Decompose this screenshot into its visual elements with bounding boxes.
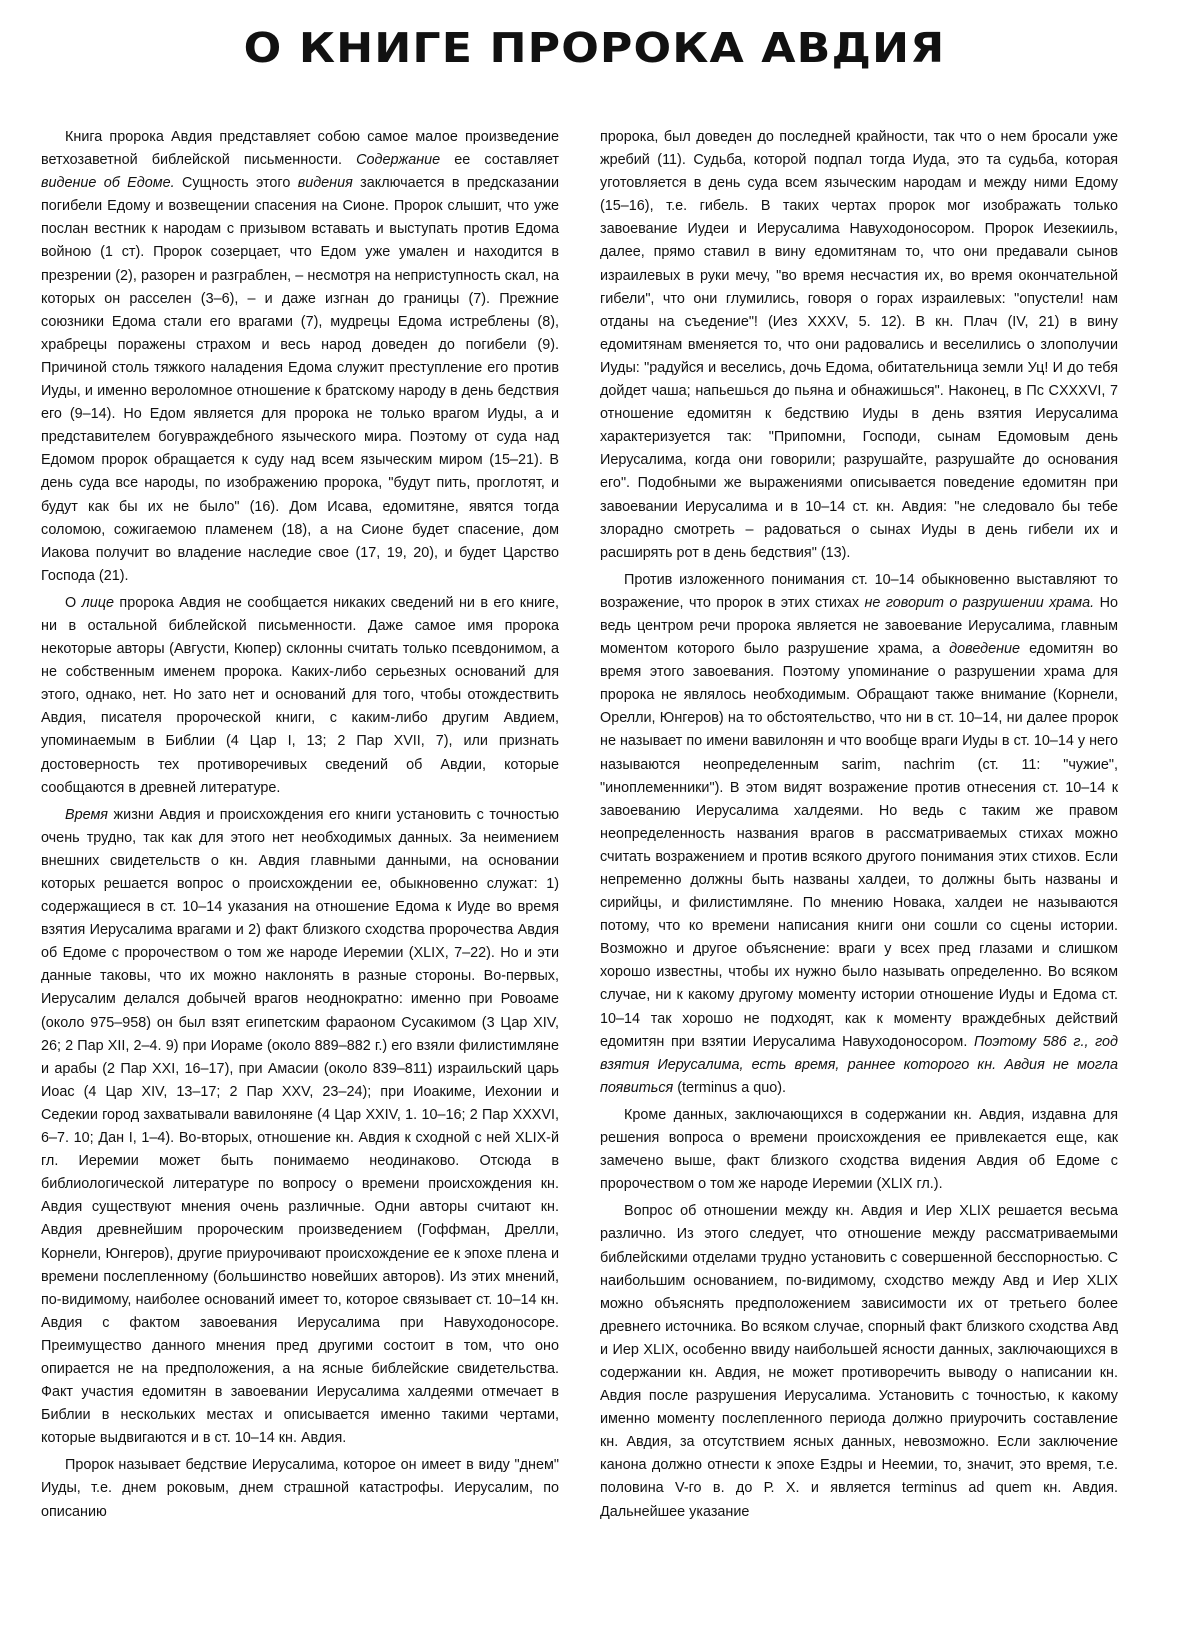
text-run: жизни Авдия и происхождения его книги установить с точностью очень трудно, так как для этого нет необходимых данных. За неимением внешних свидетельств о кн. Авдия главными данными, на основании которых решается вопрос о происхождении ее, обыкновенно служат: 1) содержащиеся в ст. 10–14 указания на отношение Едома к Иуде во время взятия Иерусалима врагами и 2) факт близкого сходства пророчества Авдия об Едоме с пророчеством о том же народе Иеремии (XLIX, 7–22). Но и эти данные таковы, что их можно наклонять в разные стороны. Во-первых, Иерусалим делался добычей врагов неоднократно: именно при Ровоаме (около 975–958) он был взят египетским фараоном Сусакимом (3 Цар XIV, 26; 2 Пар XII, 2–4. 9) при Иораме (около 889–882 г.) его взяли филистимляне и арабы (2 Пар XXI, 16–17), при Амасии (около 839–811) израильский царь Иоас (4 Цар XIV, 13–17; 2 Пар XXV, 23–24); при Иоакиме, Иехонии и Седекии город захватывали вавилоняне (4 Цар XXIV, 1. 10–16; 2 Пар XXXVI, 6–7. 10; Дан I, 1–4). Во-вторых, отношение кн. Авдия к сходной с ней XLIX-й гл. Иеремии может быть понимаемо неодинаково. Отсюда в библиологической литературе по вопросу о времени происхождения кн. Авдия существуют мнения очень различные. Одни авторы считают кн. Авдия древнейшим пророческим произведением (Гоффман, Дрелли, Корнели, Юнгеров), другие приурочивают происхождение ее к эпохе плена и времени послепленному (большинство новейших авторов). Из этих мнений, по-видимому, наиболее оснований имеет то, которое связывает ст. 10–14 кн. Авдия с фактом завоевания Иерусалима при Навуходоносоре. Преимущество данного мнения пред другими состоит в том, что оно опирается не на предположения, а на ясные библейские свидетельства. Факт участия едомитян в завоевании Иерусалима халдеями отмечает в Библии в нескольких местах и описывается именно такими чертами, которые выдвигаются и в ст. 10–14 кн. Авдия. xyxy=(41,806,559,1447)
text-run: Книга пророка Авдия представляет собою самое малое произведение ветхозаветной библейской письменности. xyxy=(41,129,559,169)
italic-text: доведение xyxy=(949,641,1021,658)
paragraph xyxy=(600,1104,1118,1196)
text-run: Вопрос об отношении между кн. Авдия и Иер XLIX решается весьма различно. Из этого следует, что отношение между рассматриваемыми библейскими отделами трудно установить с совершенной бесспорностью. С наибольшим основанием, по-видимому, сходство между Авд и Иер XLIX можно объяснять предположением зависимости их от третьего более древнего источника. Во всяком случае, спорный факт близкого сходства Авд и Иер XLIX, особенно ввиду наибольшей ясности данных, заключающихся в содержании кн. Авдия, не может противоречить выводу о написании кн. Авдия после разрушения Иерусалима. Установить с точностью, к какому именно моменту послепленного периода должно приурочить составление кн. Авдия, за отсутствием ясных данных, невозможно. Если заключение канона должно отнести к эпохе Ездры и Неемии, то, значит, это время, т.е. половина V-го в. до Р. Х. и является terminus ad quem кн. Авдия. Дальнейшее указание xyxy=(600,1203,1118,1520)
text-run: пророка Авдия не сообщается никаких сведений ни в его книге, ни в остальной библейской письменности. Даже самое имя пророка некоторые авторы (Августи, Кюпер) склонны считать только псевдонимом, а не собственным именем пророка. Каких-либо серьезных оснований для этого, однако, нет. Но зато нет и оснований для того, чтобы отождествить Авдия, писателя пророческой книги, с каким-либо другим Авдием, упоминаемым в Библии (4 Цар I, 13; 2 Пар XVII, 7), или признать достоверность тех противоречивых сведений об Авдии, которые сообщаются в древней литературе. xyxy=(41,594,559,796)
italic-text: видения xyxy=(297,175,353,192)
italic-text: Время xyxy=(65,806,108,823)
text-run: Сущность этого xyxy=(174,175,298,192)
italic-text: лице xyxy=(81,594,114,611)
paragraph xyxy=(600,1200,1118,1523)
text-run: (terminus a quo). xyxy=(673,1079,787,1096)
paragraph xyxy=(41,804,559,1451)
italic-text: Содержание xyxy=(356,152,441,169)
italic-text: видение об Едоме. xyxy=(41,175,175,192)
paragraph xyxy=(41,592,559,800)
paragraph xyxy=(41,1454,559,1523)
italic-text: Поэтому 586 г., год взятия Иерусалима, есть время, раннее которого кн. Авдия не могла появиться xyxy=(600,1033,1118,1096)
text-run: едомитян во время этого завоевания. Поэтому упоминание о разрушении храма для пророка не являлось необходимым. Обращают также внимание (Корнели, Орелли, Юнгеров) на то обстоятельство, что ни в ст. 10–14, ни далее пророк не называет по имени вавилонян и что вообще враги Иуды в ст. 10–14 у него называются неопределенным sarim, nachrim (ст. 11: "чужие", "иноплеменники"). В этом видят возражение против отнесения ст. 10–14 к завоеванию Иерусалима халдеями. Но ведь с таким же правом неопределенность названия врагов в рассматриваемых стихах можно считать возражением и против всякого другого понимания этих стихов. Если непременно должны быть названы халдеи, то должны быть названы и сирийцы, и филистимляне. По мнению Новака, халдеи не называются потому, что ко времени написания книги они сошли со сцены истории. Возможно и другое объяснение: враги у всех пред глазами и слишком хорошо известны, чтобы их нужно было называть определенно. Во всяком случае, ни к какому другому моменту истории отношение Иуды и Едома ст. 10–14 так хорошо не подходят, как к моменту враждебных действий едомитян при взятии Иерусалима Навуходоносором. xyxy=(600,641,1119,1050)
paragraph xyxy=(600,569,1118,1100)
text-run: ее составляет xyxy=(440,152,559,169)
text-run: пророка, был доведен до последней крайности, так что о нем бросали уже жребий (11). Судьба, которой подпал тогда Иуда, это та судьба, которая уготовляется в день суда всем языческим народам и между ними Едому (15–16), т.е. гибель. В таких чертах пророк мог изображать только завоевание Иудеи и Иерусалима Навуходоносором. Пророк Иезекииль, далее, прямо ставил в вину едомитянам то, что они предавали сынов израилевых в руки мечу, "во время несчастия их, во время окончательной гибели", что они глумились, говоря о горах израилевых: "опустели! нам отданы на съедение"! (Иез XXXV, 5. 12). В кн. Плач (IV, 21) в вину едомитянам вменяется то, что они радовались и веселились о злополучии Иуды: "радуйся и веселись, дочь Едома, обитательница земли Уц! И до тебя дойдет чаша; напьешься до пьяна и обнажишься". Наконец, в Пс CXXXVI, 7 отношение едомитян к бедствию Иуды в день взятия Иерусалима характеризуется так: "Припомни, Господи, сынам Едомовым день Иерусалима, когда они говорили; разрушайте, разрушайте до основания его". Подобными же выражениями описывается поведение едомитян при завоевании Иерусалима и в 10–14 ст. кн. Авдия: "не следовало бы тебе злорадно смотреть – радоваться о сынах Иуды в день гибели их и расширять рот в день бедствия" (13). xyxy=(600,129,1118,561)
right-column xyxy=(600,126,1118,1528)
paragraph xyxy=(600,126,1118,565)
paragraph xyxy=(41,126,559,588)
italic-text: не говорит о разрушении храма. xyxy=(864,594,1095,611)
text-run: Против изложенного понимания ст. 10–14 обыкновенно выставляют то возражение, что пророк в этих стихах xyxy=(600,571,1118,611)
text-run: Но ведь центром речи пророка является не завоевание Иерусалима, главным моментом которого было разрушение храма, а xyxy=(600,594,1118,658)
text-run: О xyxy=(65,594,82,611)
text-run: Кроме данных, заключающихся в содержании кн. Авдия, издавна для решения вопроса о времени происхождения ее привлекается еще, как замечено выше, факт близкого сходства видения Авдия об Едоме с пророчеством о том же народе Иеремии (XLIX гл.). xyxy=(600,1106,1118,1193)
page-title: О КНИГЕ ПРОРОКА АВДИЯ xyxy=(243,24,946,72)
left-column xyxy=(41,126,559,1528)
text-run: заключается в предсказании погибели Едому и возвещении спасения на Сионе. Пророк слышит, что уже послан вестник к народам с призывом вставать и выступать против Едома войною (1 ст). Пророк созерцает, что Едом уже умален и находится в презрении (2), разорен и разграблен, – несмотря на неприступность скал, на которых он расселен (3–6), – и даже изгнан до границы (7). Прежние союзники Едома стали его врагами (7), мудрецы Едома истреблены (8), храбрецы поражены страхом и весь народ доведен до погибели (9). Причиной столь тяжкого наладения Едома служит преступление его против Иуды, и именно вероломное отношение к братскому народу в день бедствия его (9–14). Но Едом является для пророка не только врагом Иуды, а и представителем богувраждебного языческого мира. Поэтому от суда над Едомом пророк обращается к суду над всем языческим миром (15–21). В день суда все народы, по изображению пророка, "будут пить, проглотят, и будут как бы их не было" (16). Дом Исава, едомитяне, явятся тогда соломою, сожигаемою пламенем (18), а на Сионе будет спасение, дом Иакова получит во владение наследие свое (17, 19, 20), и будет Царство Господа (21). xyxy=(41,175,559,584)
text-run: Пророк называет бедствие Иерусалима, которое он имеет в виду "днем" Иуды, т.е. днем роковым, днем страшной катастрофы. Иерусалим, по описанию xyxy=(41,1457,559,1520)
